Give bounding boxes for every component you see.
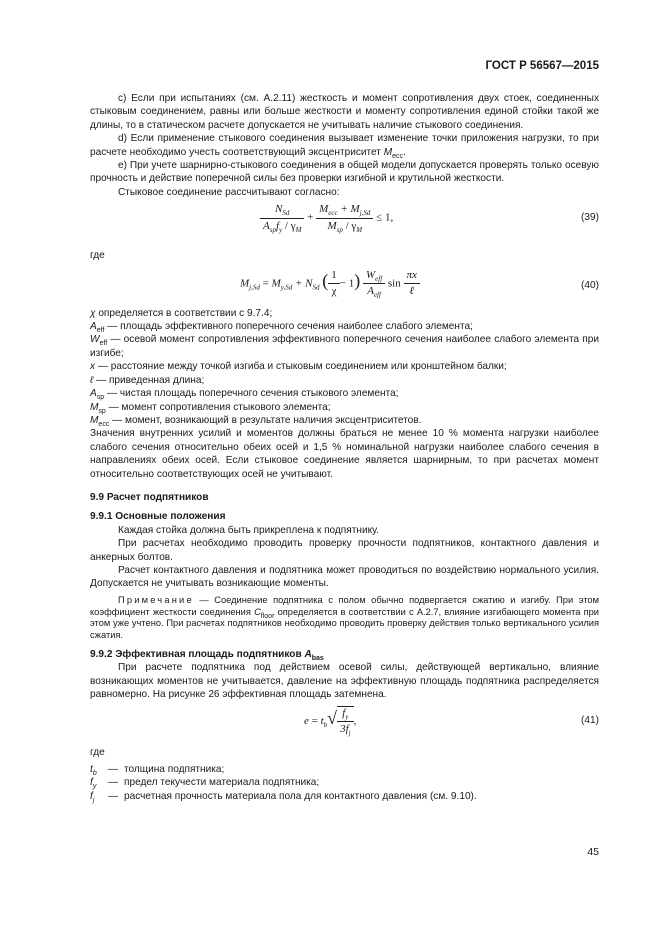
- definition-item: $M_{sp}$ — момент сопротивления стыкового элемента;: [90, 401, 331, 415]
- section-heading-9-9: 9.9 Расчет подпятников: [90, 491, 209, 503]
- paragraph-991-3: Расчет контактного давления и подпятника может проводиться по воздействию нормального усилия. Допускается не учитывать возникающие моменты.: [90, 564, 599, 590]
- definition-item: $f_y$ — предел текучести материала подпятника;: [90, 777, 320, 791]
- definition-item: $W_{eff}$ — осевой момент сопротивления эффективного поперечного сечения наиболее слабого элемента при изгибе;: [90, 334, 599, 359]
- document-code: ГОСТ Р 56567—2015: [485, 60, 599, 72]
- where-label: где: [90, 746, 105, 758]
- equation-39: [90, 199, 599, 243]
- page-number: 45: [587, 846, 599, 858]
- equation-39-intro: Стыковое соединение рассчитывают согласно:: [118, 186, 340, 198]
- page-content: [90, 92, 599, 803]
- symbol: M: [383, 146, 393, 158]
- definition-item: $t_b$ — толщина подпятника;: [90, 764, 225, 778]
- definition-item: χ определяется в соответствии с 9.7.4;: [90, 307, 273, 319]
- paragraph-991-1: Каждая стойка должна быть прикреплена к подпятнику.: [118, 524, 379, 536]
- paragraph-d: [90, 132, 599, 159]
- equation-39-formula: $\frac{N_{Sd}}{A_{sp}f_y / \gamma_M}$ + $\frac{M_{ecc} + M_{j,Sd}}{M_{sp} / \gamma_M}$ ≤ 1,: [260, 203, 393, 233]
- fraction: $\frac{N_{Sd}}{A_{sp}f_y / \gamma_M}$: [260, 203, 304, 233]
- equation-number: (41): [581, 714, 599, 726]
- paragraph-e: e) При учете шарнирно-стыкового соединения в общей модели допускается проверять только осевую прочность и действие поперечной силы без проверки изгибной и крутильной жесткости.: [90, 160, 599, 185]
- equation-41-formula: $e = t_b√$ $\frac{f_y}{3f_j}$ ,: [304, 706, 357, 738]
- paragraph-c: с) Если при испытаниях (см. А.2.11) жесткость и момент сопротивления двух стоек, соединенных стыковым соединением, равны или больше жесткости и моменту сопротивления единой стойки такой же длины, то в статическом расчете допускается не учитывать наличие стыкового соединения.: [90, 93, 599, 131]
- equation-41: [90, 702, 599, 744]
- paragraph-values: Значения внутренних усилий и моментов должны браться не менее 10 % момента нагрузки наиболее слабого сечения относительно обеих осей и 1,5 % номинальной нагрузки наиболее слабого сечения в направлениях обеих осей. Если стыковое соединение является шарнирным, то при расчетах момент относительно соответствующих осей не учитывают.: [90, 428, 599, 480]
- definition-item: x — расстояние между точкой изгиба и стыковым соединением или кронштейном балки;: [90, 361, 507, 373]
- equation-40: [90, 267, 599, 307]
- definition-item: $M_{ecc}$ — момент, возникающий в результате наличия эксцентриситетов.: [90, 414, 422, 428]
- equation-40-formula: $M_{j,Sd} = M_{y,Sd} + N_{Sd}$ ( $\frac{1}{\chi}$ − 1) $\frac{W_{eff}}{A_{eff}}$ sin $\frac{\pi x}{\text{ℓ}}$: [240, 269, 420, 299]
- definitions-list-2: [90, 763, 599, 803]
- definitions-list: [90, 307, 599, 428]
- definition-item: $f_j$ — расчетная прочность материала пола для контактного давления (см. 9.10).: [90, 790, 477, 804]
- paragraph-992: При расчете подпятника под действием осевой силы, действующей вертикально, влияние возникающих моментов не учитывается, давление на эффективную площадь подпятника распределяется равномерно. На рисунке 26 эффективная площадь затемнена.: [90, 662, 599, 701]
- note: Примечание — Соединение подпятника с полом обычно подвергается сжатию и изгибу. При этом коэффициент жесткости соединения $C_{floor}$ определяется в соответствии с А.2.7, влияние изгибающего момента при этом уже учтено. При расчетах подпятников необходимо проводить проверку действия только вертикального усилия сжатия.: [90, 594, 599, 641]
- definition-item: ℓ — приведенная длина;: [90, 374, 205, 386]
- where-label: где: [90, 250, 105, 262]
- paragraph-d-text: d) Если применение стыкового соединения вызывает изменение точки приложения нагрузки, то при расчете необходимо учесть соответствующий эксцентриситет: [90, 133, 599, 158]
- subsection-heading-9-9-2: 9.9.2 Эффективная площадь подпятников $A_{bas}$: [90, 648, 324, 662]
- note-label: Примечание: [118, 594, 194, 605]
- fraction: $\frac{M_{ecc} + M_{j,Sd}}{M_{sp} / \gamma_M}$: [316, 203, 373, 233]
- equation-number: (40): [581, 279, 599, 291]
- paragraph-d-end: .: [403, 146, 406, 158]
- symbol-sub: ecc: [392, 152, 404, 160]
- paragraph-991-2: При расчетах необходимо проводить проверку прочности подпятников, контактного давления и анкерных болтов.: [90, 538, 599, 563]
- equation-number: (39): [581, 212, 599, 224]
- subsection-heading-9-9-1: 9.9.1 Основные положения: [90, 511, 226, 523]
- definition-item: $A_{eff}$ — площадь эффективного поперечного сечения наиболее слабого элемента;: [90, 321, 473, 335]
- definition-item: $A_{sp}$ — чистая площадь поперечного сечения стыкового элемента;: [90, 388, 399, 402]
